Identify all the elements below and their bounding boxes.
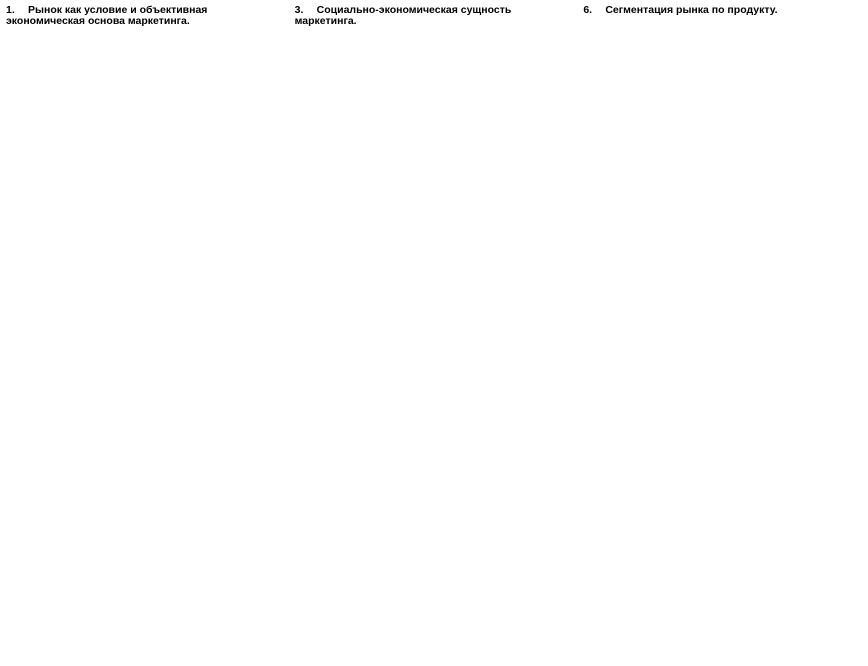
section-number: 6. [583, 4, 593, 16]
section-number: 3. [294, 4, 304, 16]
section-heading [583, 5, 862, 16]
column-1 [6, 5, 285, 666]
section-heading [6, 5, 285, 27]
section-number: 1. [6, 4, 15, 16]
section-heading [295, 5, 574, 27]
section-title: Сегментация рынка по продукту. [605, 4, 778, 16]
column-2 [295, 5, 574, 666]
section-title: Рынок как условие и объективная экономическая основа маркетинга. [6, 4, 208, 27]
column-3 [583, 5, 862, 666]
section-title: Социально-экономическая сущность маркетинга. [294, 4, 512, 27]
